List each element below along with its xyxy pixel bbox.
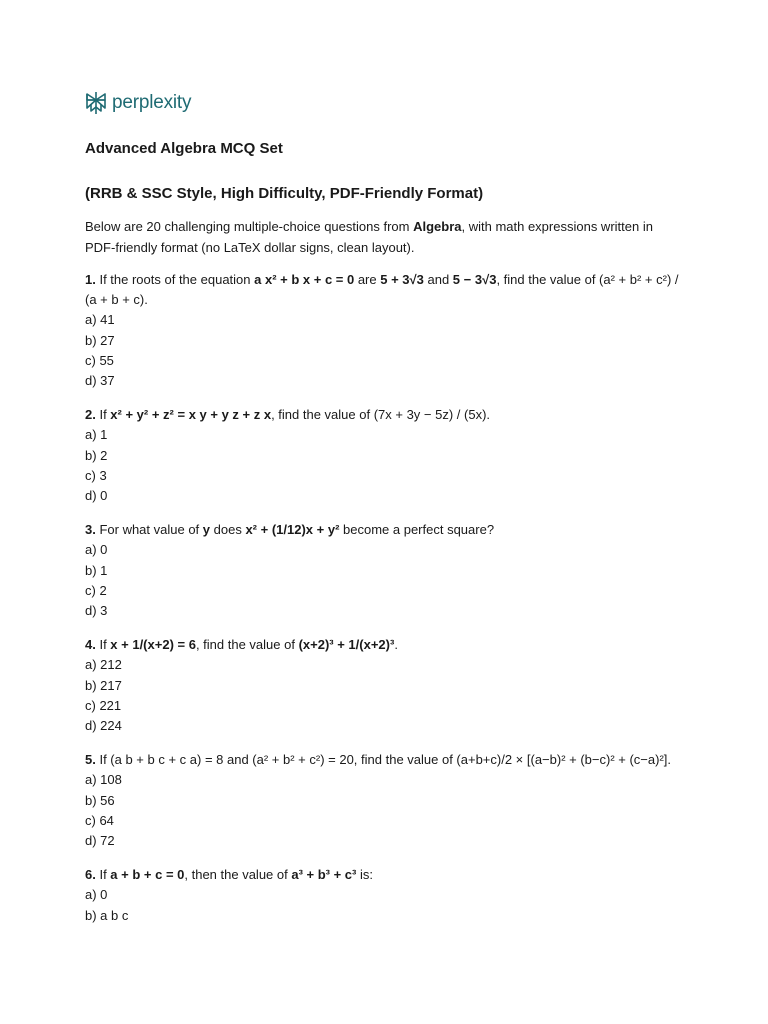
question-text-segment: is: [356, 867, 373, 883]
answer-option: d) 37 [85, 373, 115, 389]
answer-option: c) 55 [85, 352, 114, 368]
document-subtitle: (RRB & SSC Style, High Difficulty, PDF-Friendly Format) [85, 185, 484, 202]
question-text [85, 750, 685, 770]
question-expression: a x² + b x + c = 0 [254, 272, 355, 287]
intro-text: Below are 20 challenging multiple-choice questions from [85, 219, 414, 234]
question-text-segment: For what value of [95, 522, 203, 538]
answer-option: a) 0 [85, 887, 108, 903]
intro-text: , with math expressions written in PDF-friendly format (no LaTeX dollar signs, clean layout). [85, 219, 653, 255]
question-text-segment: , find the value of (7x + 3y − 5z) / (5x). [271, 407, 491, 423]
question-expression: x + 1/(x+2) = 6 [110, 637, 196, 653]
answer-option: a) 212 [85, 657, 122, 673]
question-expression: (x+2)³ + 1/(x+2)³ [298, 637, 395, 653]
perplexity-logo-icon [85, 91, 107, 115]
document-title: Advanced Algebra MCQ Set [85, 140, 283, 157]
answer-option: c) 221 [85, 697, 122, 713]
question-text [85, 520, 685, 540]
question-text-segment: become a perfect square? [339, 522, 495, 538]
answer-option: b) 27 [85, 332, 115, 348]
answer-option: d) 72 [85, 833, 115, 849]
question-item [85, 270, 685, 391]
question-expression: y [202, 522, 211, 538]
answer-option: c) 64 [85, 812, 114, 828]
question-item [85, 750, 685, 851]
question-expression: a + b + c = 0 [110, 867, 185, 883]
question-expression: x² + y² + z² = x y + y z + z x [110, 407, 272, 423]
question-number: 4. [85, 637, 96, 653]
question-text [85, 270, 685, 310]
question-number: 3. [85, 522, 96, 538]
question-text-segment: . [394, 637, 398, 653]
answer-option: d) 224 [85, 718, 122, 734]
intro-paragraph [85, 217, 685, 258]
answer-option: b) a b c [85, 907, 129, 923]
question-text-segment: and [423, 272, 453, 287]
question-number: 1. [85, 272, 96, 287]
question-number: 2. [85, 407, 96, 423]
question-text-segment: If [95, 637, 111, 653]
answer-option: b) 2 [85, 447, 108, 463]
question-item [85, 865, 685, 926]
answer-option: b) 56 [85, 792, 115, 808]
answer-option: a) 108 [85, 772, 122, 788]
question-text-segment: If [95, 867, 111, 883]
answer-option: c) 2 [85, 582, 107, 598]
question-item [85, 635, 685, 736]
question-number: 6. [85, 867, 96, 883]
question-expression: 5 + 3√3 [380, 272, 424, 287]
answer-option: b) 217 [85, 677, 122, 693]
question-text-segment: , find the value of [195, 637, 299, 653]
question-text-segment: , then the value of [184, 867, 292, 883]
answer-option: a) 0 [85, 542, 108, 558]
answer-option: a) 41 [85, 312, 115, 328]
question-expression: x² + (1/12)x + y² [245, 522, 340, 538]
question-list [85, 270, 685, 940]
answer-option: c) 3 [85, 467, 107, 483]
question-text-segment: , find the value of (a² + b² + c²) / (a + b + c). [85, 272, 679, 308]
question-text [85, 865, 685, 885]
answer-option: d) 3 [85, 603, 108, 619]
answer-option: b) 1 [85, 562, 108, 578]
question-text-segment: are [354, 272, 381, 287]
question-number: 5. [85, 752, 96, 768]
answer-option: a) 1 [85, 427, 108, 443]
question-item [85, 405, 685, 506]
perplexity-logo [85, 90, 191, 116]
question-text-segment: does [210, 522, 246, 538]
question-item [85, 520, 685, 621]
question-text [85, 405, 685, 425]
question-text [85, 635, 685, 655]
question-text-segment: If the roots of the equation [95, 272, 255, 287]
question-text-segment: If [95, 407, 111, 423]
perplexity-wordmark: perplexity [112, 92, 192, 113]
intro-emphasis: Algebra [413, 219, 462, 234]
question-expression: a³ + b³ + c³ [291, 867, 357, 883]
question-text-segment: If (a b + b c + c a) = 8 and (a² + b² + c²) = 20, find the value of (a+b+c)/2 × [(a−b)² + (b−c)² + (c−a)²]. [95, 752, 672, 768]
answer-option: d) 0 [85, 488, 108, 504]
question-expression: 5 − 3√3 [452, 272, 497, 287]
